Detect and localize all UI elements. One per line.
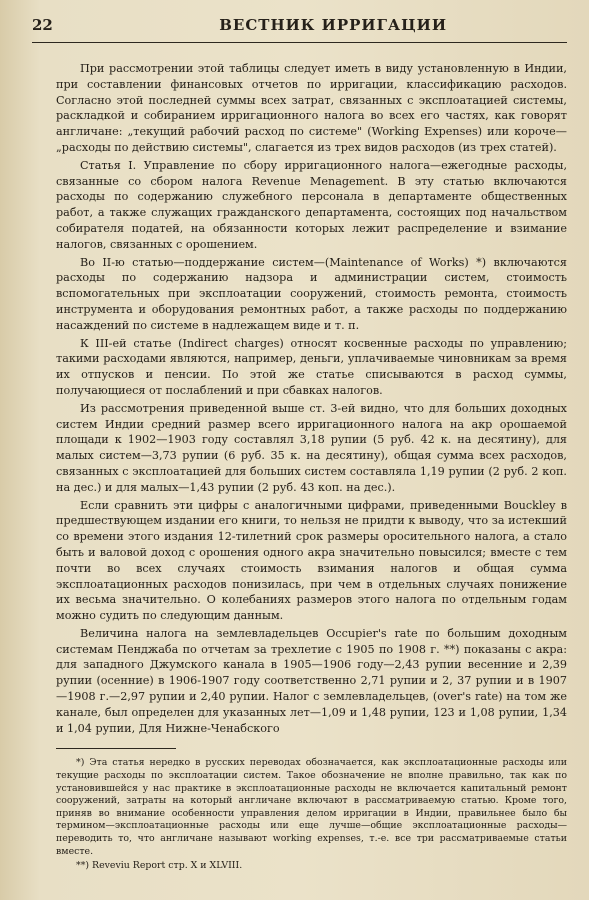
- page-header: [32, 16, 567, 43]
- paragraph: К III-ей статье (Indirect charges) относят косвенные расходы по управлению; такими расходами являются, например, деньги, уплачиваемые чиновникам за время их отпусков и пенсии. По этой же статье списываются в расход суммы, получающиеся от послаблений и при сбавках налогов.: [56, 336, 567, 397]
- paragraph: Величина налога на землевладельцев Occupier's rate по большим доходным системам Пенджаба по отчетам за трехлетие с 1905 по 1908 г. **) показаны с акра: для западного Джумского канала в 1905—1906 году—2,43 рупии весенние и 2,39 рупии (осенние) в 1906-1907 году соответственно 2,71 рупии и 2, 37 рупии и в 1907—1908 г.—2,97 рупии и 2,40 рупии. Налог с землевладельцев, (over's rate) на том же канале, был определен для указанных лет—1,09 и 1,48 рупии, 123 и 1,08 рупии, 1,34 и 1,04 рупии, Для Нижне-Ченабского: [56, 626, 567, 735]
- paragraph: Статья I. Управление по сбору ирригационного налога—ежегодные расходы, связанные со сбором налога Revenue Menagement. В эту статью включаются расходы по содержанию служебного персонала в департаменте общественных работ, а также служащих гражданского департамента, состоящих под начальством собирателя податей, на обязанности которых лежит распределение и взимание налогов, связанных с орошением.: [56, 158, 567, 251]
- article-body: [56, 61, 567, 736]
- paragraph: Из рассмотрения приведенной выше ст. 3-ей видно, что для больших доходных систем Индии средний размер всего ирригационного налога на акр орошаемой площади к 1902—1903 году составлял 3,18 рупии (5 руб. 42 к. на десятину), для малых систем—3,73 рупии (6 руб. 35 к. на десятину), общая сумма всех расходов, связанных с эксплоатацией для больших систем составляла 1,19 рупии (2 руб. 2 коп. на дес.) и для малых—1,43 рупии (2 руб. 43 коп. на дес.).: [56, 401, 567, 494]
- footnotes: [56, 757, 567, 872]
- paragraph: При рассмотрении этой таблицы следует иметь в виду установленную в Индии, при составлении финансовых отчетов по ирригации, классификацию расходов. Согласно этой последней суммы всех затрат, связанных с эксплоатацией системы, раскладкой и собиранием ирригационного налога во всех его частях, как говорят англичане: „текущий рабочий расход по системе" (Working Expenses) или короче—„расходы по действию системы", слагается из трех видов расходов (из трех статей).: [56, 62, 567, 154]
- journal-title: ВЕСТНИК ИРРИГАЦИИ: [219, 16, 447, 34]
- footnote-divider: [56, 748, 176, 749]
- paragraph: Если сравнить эти цифры с аналогичными цифрами, приведенными Bouckley в предшествующем издании его книги, то нельзя не придти к выводу, что за истекший со времени этого издания 12-тилетний срок размеры оросительного налога, а стало быть и валовой доход с орошения одного акра значительно повысился; вместе с тем почти во всех случаях стоимость взимания налогов и общая сумма эксплоатационных расходов понизилась, при чем в отдельных случаях понижение их весьма значительно. О колебаниях размеров этого налога по отдельным годам можно судить по следующим данным.: [56, 498, 567, 623]
- footnote: **) Reveviu Report стр. X и XLVIII.: [76, 860, 243, 872]
- page-number: 22: [32, 16, 53, 34]
- paragraph: Во II-ю статью—поддержание систем—(Maintenance of Works) *) включаются расходы по содержанию надзора и администрации систем, стоимость вспомогательных при эксплоатации сооружений, стоимость ремонта, стоимость инструмента и оборудования ремонтных работ, а также расходы по поддержанию насаждений по системе в надлежащем виде и т. п.: [56, 255, 567, 332]
- footnote: *) Эта статья нередко в русских переводах обозначается, как эксплоатационные расходы или текущие расходы по эксплоатации систем. Такое обозначение не вполне правильно, так как по установившейся у нас практике в эксплоатационные расходы не включается капитальный ремонт сооружений, затраты на который англичане включают в рассматриваемую статью. Кроме того, приняв во внимание особенности управления делом ирригации в Индии, правильнее было бы термином—эксплоатационные расходы или еще лучше—общие эксплоатационные расходы—переводить то, что англичане называют working expenses, т.-е. все три рассматриваемые статьи вместе.: [56, 757, 567, 857]
